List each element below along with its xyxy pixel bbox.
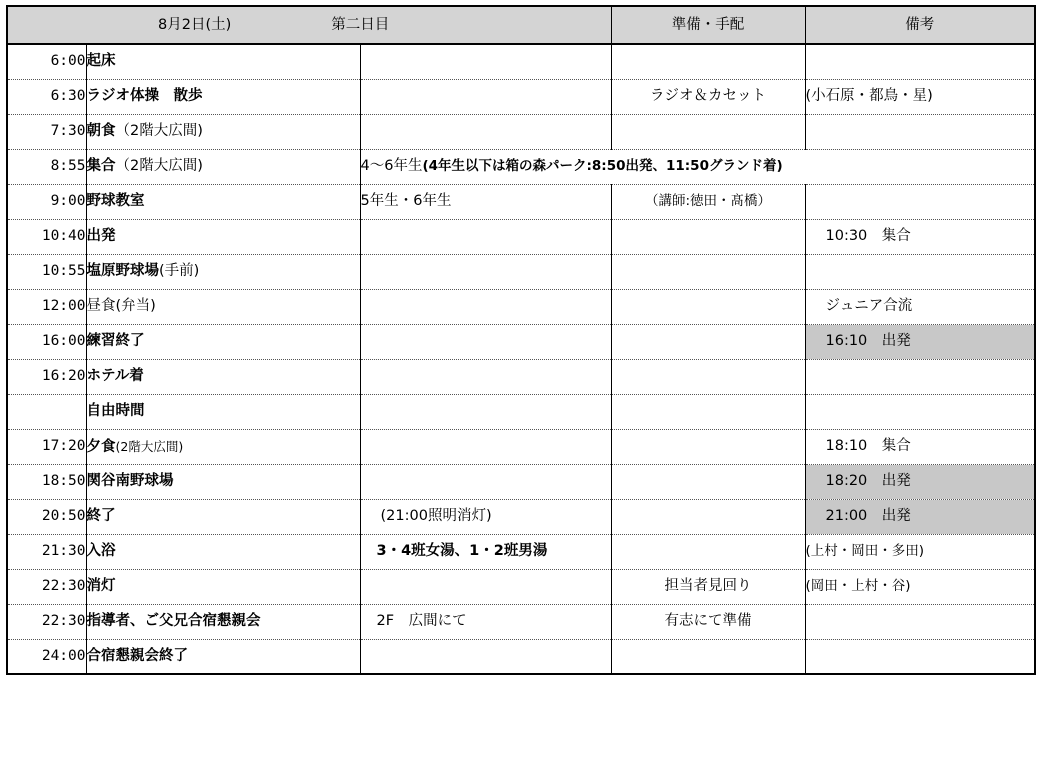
detail-cell xyxy=(360,569,611,604)
event-label: 消灯 xyxy=(86,578,116,594)
event-cell xyxy=(86,534,360,569)
event-label: 塩原野球場 xyxy=(86,263,159,279)
detail-cell xyxy=(360,324,611,359)
prep-cell xyxy=(611,44,805,79)
detail-cell xyxy=(360,464,611,499)
detail-cell xyxy=(360,359,611,394)
event-cell xyxy=(86,394,360,429)
prep-cell xyxy=(611,219,805,254)
table-row xyxy=(7,114,1035,149)
prep-cell: ラジオ＆カセット xyxy=(611,79,805,114)
time-cell: 16:20 xyxy=(7,359,86,394)
prep-cell: 担当者見回り xyxy=(611,569,805,604)
event-cell xyxy=(86,79,360,114)
event-cell xyxy=(86,324,360,359)
note-cell: 18:10 集合 xyxy=(805,429,1035,464)
note-cell: (小石原・都鳥・星) xyxy=(805,79,1035,114)
event-cell xyxy=(86,429,360,464)
event-cell xyxy=(86,184,360,219)
event-cell xyxy=(86,464,360,499)
header-note: 備考 xyxy=(805,6,1035,44)
table-row xyxy=(7,604,1035,639)
time-cell: 22:30 xyxy=(7,569,86,604)
detail-cell xyxy=(360,219,611,254)
prep-cell xyxy=(611,464,805,499)
event-label: 朝食 xyxy=(86,123,116,139)
event-cell xyxy=(86,289,360,324)
event-cell xyxy=(86,114,360,149)
time-cell: 24:00 xyxy=(7,639,86,674)
note-cell xyxy=(805,639,1035,674)
prep-cell xyxy=(611,639,805,674)
note-cell: (上村・岡田・多田) xyxy=(805,534,1035,569)
detail-cell xyxy=(360,394,611,429)
time-cell: 22:30 xyxy=(7,604,86,639)
event-label: 昼食(弁当) xyxy=(86,298,156,314)
prep-cell xyxy=(611,499,805,534)
note-cell xyxy=(805,254,1035,289)
event-label: 起床 xyxy=(86,53,116,70)
event-label: 自由時間 xyxy=(86,403,145,419)
note-cell xyxy=(805,114,1035,149)
time-cell: 21:30 xyxy=(7,534,86,569)
event-cell xyxy=(86,219,360,254)
event-label: ラジオ体操 散歩 xyxy=(86,88,203,104)
table-row xyxy=(7,44,1035,79)
detail-text: 4～6年生 xyxy=(360,158,423,174)
time-cell xyxy=(7,394,86,429)
event-label: 合宿懇親会終了 xyxy=(86,647,188,664)
detail-cell xyxy=(360,639,611,674)
detail-cell xyxy=(360,534,611,569)
header-date: 8月2日(土) xyxy=(158,16,232,33)
detail-cell xyxy=(360,429,611,464)
event-cell xyxy=(86,44,360,79)
note-cell xyxy=(805,44,1035,79)
time-cell: 7:30 xyxy=(7,114,86,149)
prep-cell: 有志にて準備 xyxy=(611,604,805,639)
time-cell: 6:30 xyxy=(7,79,86,114)
note-cell: ジュニア合流 xyxy=(805,289,1035,324)
event-sublabel: （2階大広間) xyxy=(115,158,203,174)
event-cell xyxy=(86,254,360,289)
detail-cell: 2F 広間にて xyxy=(360,604,611,639)
detail-cell xyxy=(360,114,611,149)
prep-cell xyxy=(611,114,805,149)
event-sublabel: （2階大広間) xyxy=(115,123,203,139)
time-cell: 17:20 xyxy=(7,429,86,464)
prep-cell: （講師:徳田・髙橋） xyxy=(611,184,805,219)
event-label: 集合 xyxy=(86,158,116,174)
table-row xyxy=(7,79,1035,114)
event-cell xyxy=(86,639,360,674)
table-row xyxy=(7,639,1035,674)
event-cell xyxy=(86,149,360,184)
table-row xyxy=(7,499,1035,534)
table-row xyxy=(7,324,1035,359)
detail-cell xyxy=(360,254,611,289)
time-cell: 10:55 xyxy=(7,254,86,289)
prep-cell xyxy=(611,534,805,569)
event-cell xyxy=(86,499,360,534)
detail-text: 3・4班女湯、1・2班男湯 xyxy=(376,543,548,559)
table-row xyxy=(7,464,1035,499)
note-cell: 10:30 集合 xyxy=(805,219,1035,254)
event-label: ホテル着 xyxy=(86,368,144,384)
prep-cell xyxy=(611,394,805,429)
event-sublabel: (2階大広間) xyxy=(115,438,184,454)
detail-bold-text: (4年生以下は箱の森パーク:8:50出発、11:50グランド着) xyxy=(422,158,783,174)
event-label: 入浴 xyxy=(86,543,116,559)
time-cell: 18:50 xyxy=(7,464,86,499)
note-cell-highlight: 21:00 出発 xyxy=(805,499,1035,534)
time-cell: 9:00 xyxy=(7,184,86,219)
event-cell xyxy=(86,359,360,394)
event-cell xyxy=(86,569,360,604)
note-cell xyxy=(805,184,1035,219)
time-cell: 10:40 xyxy=(7,219,86,254)
event-sublabel: (手前) xyxy=(159,263,200,279)
event-label: 夕食 xyxy=(86,438,116,455)
table-row xyxy=(7,219,1035,254)
prep-cell xyxy=(611,429,805,464)
event-label: 出発 xyxy=(86,228,116,244)
time-cell: 16:00 xyxy=(7,324,86,359)
table-row xyxy=(7,534,1035,569)
time-cell: 20:50 xyxy=(7,499,86,534)
detail-cell xyxy=(360,149,1035,184)
table-row xyxy=(7,184,1035,219)
time-cell: 8:55 xyxy=(7,149,86,184)
event-label: 終了 xyxy=(86,508,116,524)
detail-cell: (21:00照明消灯) xyxy=(360,499,611,534)
note-cell xyxy=(805,359,1035,394)
header-row xyxy=(7,6,1035,44)
detail-cell xyxy=(360,44,611,79)
note-cell: (岡田・上村・谷) xyxy=(805,569,1035,604)
note-cell xyxy=(805,394,1035,429)
time-cell: 6:00 xyxy=(7,44,86,79)
detail-cell: 5年生・6年生 xyxy=(360,184,611,219)
header-day: 第二日目 xyxy=(331,16,390,33)
table-row xyxy=(7,359,1035,394)
table-row xyxy=(7,429,1035,464)
header-prep: 準備・手配 xyxy=(611,6,805,44)
event-label: 練習終了 xyxy=(86,333,145,349)
table-row xyxy=(7,289,1035,324)
note-cell-highlight: 18:20 出発 xyxy=(805,464,1035,499)
schedule-table xyxy=(6,5,1036,675)
prep-cell xyxy=(611,324,805,359)
table-row xyxy=(7,254,1035,289)
table-row xyxy=(7,394,1035,429)
note-cell-highlight: 16:10 出発 xyxy=(805,324,1035,359)
table-row xyxy=(7,569,1035,604)
time-cell: 12:00 xyxy=(7,289,86,324)
event-label: 関谷南野球場 xyxy=(86,473,174,489)
event-label: 指導者、ご父兄合宿懇親会 xyxy=(86,613,261,629)
event-label: 野球教室 xyxy=(86,193,145,209)
table-row xyxy=(7,149,1035,184)
prep-cell xyxy=(611,254,805,289)
detail-cell xyxy=(360,289,611,324)
event-cell xyxy=(86,604,360,639)
header-date-day-cell xyxy=(7,6,611,44)
prep-cell xyxy=(611,359,805,394)
prep-cell xyxy=(611,289,805,324)
detail-cell xyxy=(360,79,611,114)
note-cell xyxy=(805,604,1035,639)
